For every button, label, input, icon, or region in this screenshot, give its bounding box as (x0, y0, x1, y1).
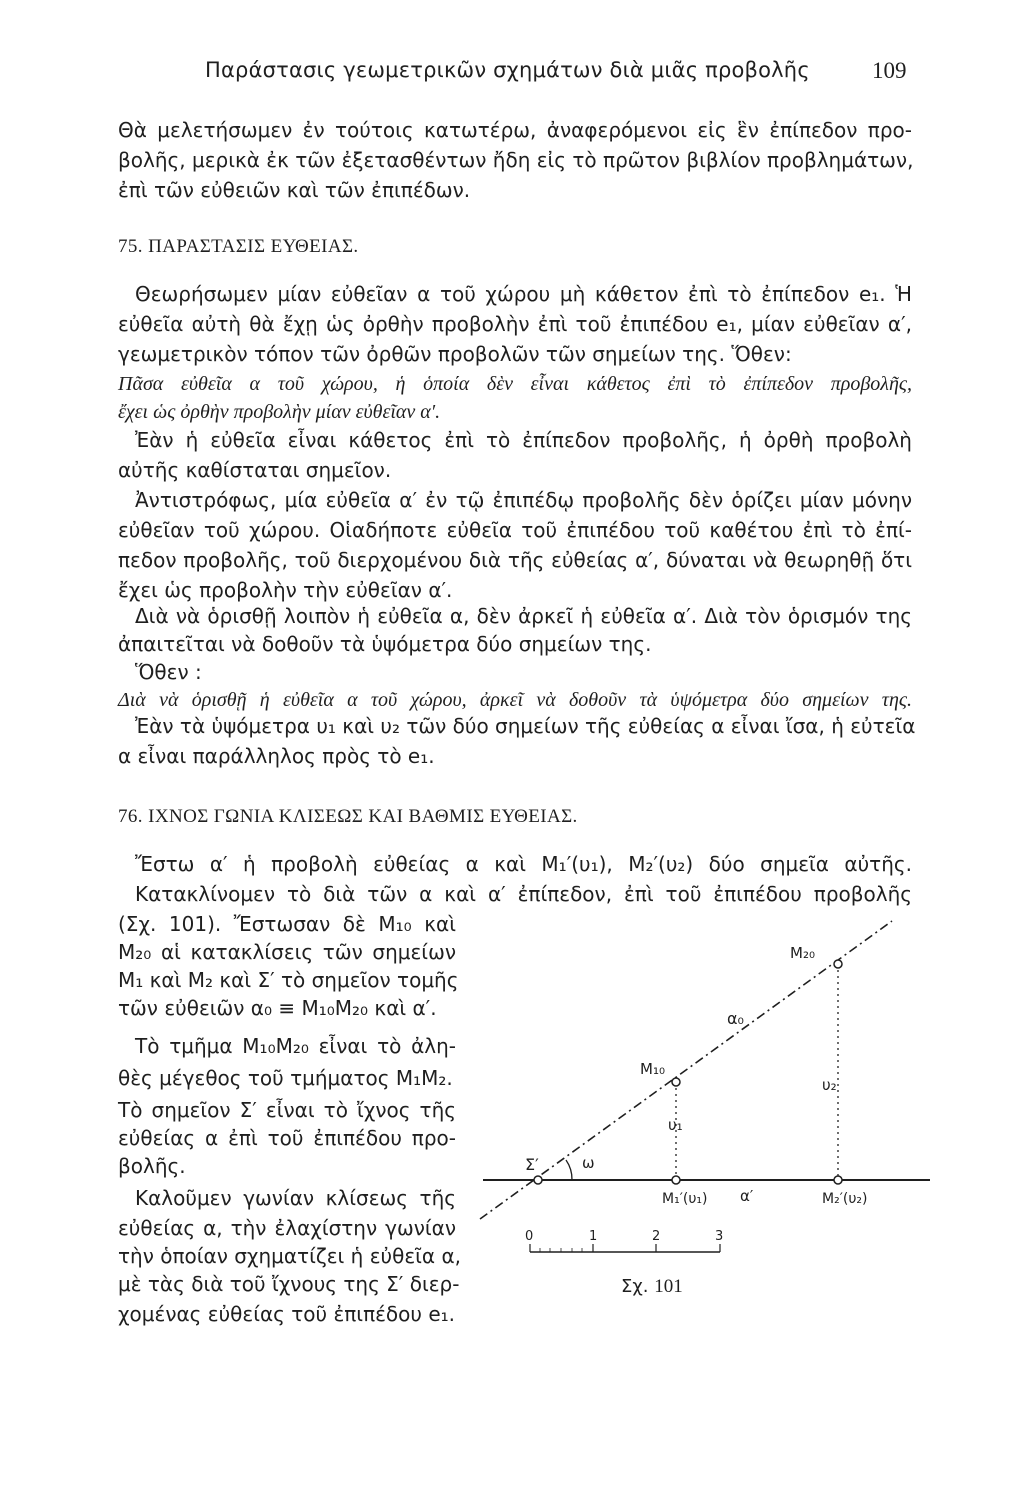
point-m10 (672, 1078, 680, 1086)
paragraph-line: τὴν ὁποίαν σχηματίζει ἡ εὐθεῖα α, (118, 1244, 461, 1268)
label-a0: α₀ (727, 1009, 744, 1028)
point-m20 (834, 960, 842, 968)
paragraph-line: Τὸ σημεῖον Σ′ εἶναι τὸ ἴχνος τῆς (118, 1098, 456, 1122)
scale-label: 1 (589, 1229, 598, 1244)
running-header: Παράστασις γεωμετρικῶν σχημάτων διὰ μιᾶς προβολῆς (205, 58, 810, 82)
paragraph-line: Ἀντιστρόφως, μία εὐθεῖα α′ ἐν τῷ ἐπιπέδῳ προβολῆς δὲν ὁρίζει μίαν μόνην (135, 488, 912, 512)
intro-line: ἐπὶ τῶν εὐθειῶν καὶ τῶν ἐπιπέδων. (118, 178, 471, 202)
theorem-line: Διὰ νὰ ὁρισθῇ ἡ εὐθεῖα α τοῦ χώρου, ἀρκεῖ νὰ δοθοῦν τὰ ὑψόμετρα δύο σημείων της. (118, 689, 912, 711)
paragraph-line: M₁ καὶ M₂ καὶ Σ′ τὸ σημεῖον τομῆς (118, 968, 459, 992)
paragraph-line: Διὰ νὰ ὁρισθῇ λοιπὸν ἡ εὐθεῖα α, δὲν ἀρκεῖ ἡ εὐθεῖα α′. Διὰ τὸν ὁρισμόν της (135, 604, 912, 628)
paragraph-line: Κατακλίνομεν τὸ διὰ τῶν α καὶ α′ ἐπίπεδον, ἐπὶ τοῦ ἐπιπέδου προβολῆς (135, 882, 912, 906)
point-sigma (534, 1176, 542, 1184)
section-heading-76: 76. ΙΧΝΟΣ ΓΩΝΙΑ ΚΛΙΣΕΩΣ ΚΑΙ ΒΑΘΜΙΣ ΕΥΘΕΙΑΣ. (118, 806, 578, 827)
rabatted-line-a0 (480, 921, 892, 1219)
scale-label: 2 (652, 1229, 661, 1244)
paragraph-line: εὐθεῖαν τοῦ χώρου. Οἱαδήποτε εὐθεῖα τοῦ ἐπιπέδου τοῦ καθέτου ἐπὶ τὸ ἐπί- (118, 518, 912, 542)
theorem-line: Πᾶσα εὐθεῖα α τοῦ χώρου, ἡ ὁποία δὲν εἶναι κάθετος ἐπὶ τὸ ἐπίπεδον προβολῆς, (118, 373, 912, 395)
paragraph-line: ἔχει ὡς προβολὴν τὴν εὐθεῖαν α′. (118, 578, 453, 602)
paragraph-line: αὐτῆς καθίσταται σημεῖον. (118, 458, 392, 482)
label-m2-prime: M₂′(υ₂) (822, 1191, 868, 1207)
scale-label: 0 (525, 1229, 534, 1244)
paragraph-line: (Σχ. 101). Ἔστωσαν δὲ M₁₀ καὶ (118, 912, 456, 936)
paragraph-line: γεωμετρικὸν τόπον τῶν ὀρθῶν προβολῶν τῶν σημείων της. Ὅθεν: (118, 342, 792, 366)
paragraph-line: Θεωρήσωμεν μίαν εὐθεῖαν α τοῦ χώρου μὴ κάθετον ἐπὶ τὸ ἐπίπεδον e₁. Ἡ (135, 282, 912, 306)
inclination-angle-arc (566, 1160, 572, 1180)
label-m20: M₂₀ (790, 944, 815, 962)
scale-label: 3 (715, 1229, 724, 1244)
intro-line: Θὰ μελετήσωμεν ἐν τούτοις κατωτέρω, ἀναφερόμενοι εἰς ἓν ἐπίπεδον προ- (118, 118, 912, 142)
section-heading-75: 75. ΠΑΡΑΣΤΑΣΙΣ ΕΥΘΕΙΑΣ. (118, 236, 359, 257)
paragraph-line: ἀπαιτεῖται νὰ δοθοῦν τὰ ὑψόμετρα δύο σημείων της. (118, 632, 652, 656)
paragraph-line: Ἔστω α′ ἡ προβολὴ εὐθείας α καὶ M₁′(υ₁), M₂′(υ₂) δύο σημεῖα αὐτῆς. (135, 852, 912, 876)
paragraph-line: Καλοῦμεν γωνίαν κλίσεως τῆς (135, 1186, 456, 1210)
label-a-prime: α′ (740, 1187, 754, 1205)
paragraph-line: μὲ τὰς διὰ τοῦ ἴχνους της Σ′ διερ- (118, 1272, 460, 1296)
paragraph-line: Ἐὰν τὰ ὑψόμετρα υ₁ καὶ υ₂ τῶν δύο σημείων τῆς εὐθείας α εἶναι ἴσα, ἡ εὐτεῖα (135, 714, 916, 738)
caption-prefix: Σχ. (621, 1276, 649, 1297)
theorem-line: ἔχει ὡς ὀρθὴν προβολὴν μίαν εὐθεῖαν α′. (118, 401, 441, 423)
label-sigma-prime: Σ′ (525, 1155, 539, 1174)
paragraph-line: Ἐὰν ἡ εὐθεῖα εἶναι κάθετος ἐπὶ τὸ ἐπίπεδον προβολῆς, ἡ ὀρθὴ προβολὴ (135, 428, 912, 452)
label-v1: υ₁ (668, 1116, 683, 1134)
paragraph-line: Τὸ τμῆμα M₁₀M₂₀ εἶναι τὸ ἀλη- (135, 1034, 456, 1058)
label-m1-prime: M₁′(υ₁) (662, 1191, 708, 1207)
point-m1-prime (672, 1176, 680, 1184)
point-m2-prime (834, 1176, 842, 1184)
paragraph-line: εὐθείας α, τὴν ἐλαχίστην γωνίαν (118, 1216, 456, 1240)
label-v2: υ₂ (822, 1076, 837, 1094)
paragraph-line: M₂₀ αἱ κατακλίσεις τῶν σημείων (118, 940, 456, 964)
paragraph-line: βολῆς. (118, 1154, 186, 1178)
page-number: 109 (872, 58, 907, 83)
paragraph-line: χομένας εὐθείας τοῦ ἐπιπέδου e₁. (118, 1302, 456, 1326)
paragraph-line: α εἶναι παράλληλος πρὸς τὸ e₁. (118, 744, 435, 768)
paragraph-line: τῶν εὐθειῶν α₀ ≡ M₁₀M₂₀ καὶ α′. (118, 996, 437, 1020)
label-m10: M₁₀ (640, 1060, 665, 1078)
paragraph-line: εὐθείας α ἐπὶ τοῦ ἐπιπέδου προ- (118, 1126, 456, 1150)
paragraph-line: Ὅθεν : (135, 660, 202, 684)
paragraph-line: εὐθεῖα αὐτὴ θὰ ἔχῃ ὡς ὀρθὴν προβολὴν ἐπὶ τοῦ ἐπιπέδου e₁, μίαν εὐθεῖαν α′, (118, 312, 912, 336)
intro-line: βολῆς, μερικὰ ἐκ τῶν ἐξετασθέντων ἤδη εἰς τὸ πρῶτον βιβλίον προβλημάτων, (118, 148, 914, 172)
paragraph-line: πεδον προβολῆς, τοῦ διερχομένου διὰ τῆς εὐθείας α′, δύναται νὰ θεωρηθῇ ὅτι (118, 548, 912, 572)
label-omega: ω (582, 1154, 595, 1172)
paragraph-line: θὲς μέγεθος τοῦ τμήματος M₁M₂. (118, 1066, 453, 1090)
figure-caption (621, 1276, 683, 1298)
caption-number: 101 (654, 1276, 683, 1297)
